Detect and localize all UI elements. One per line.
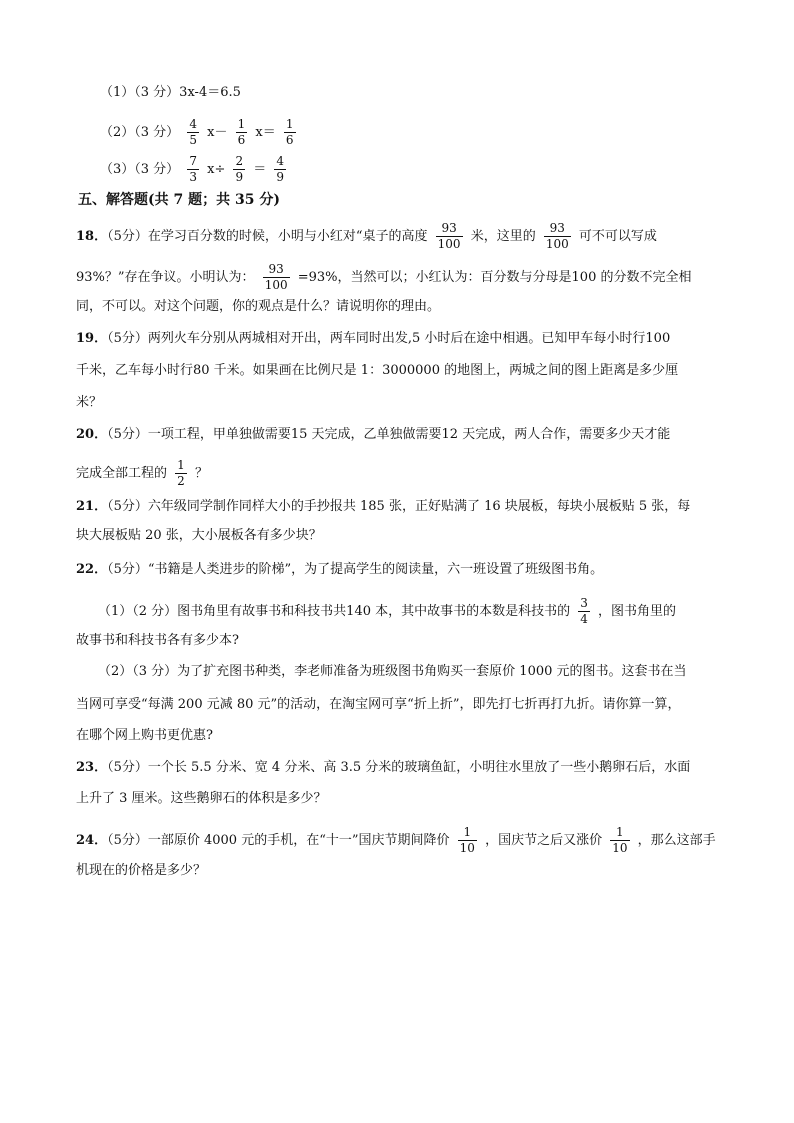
equation-text: （1）（3 分）3x-4＝6.5 [100, 85, 241, 100]
question-text: （5分）“书籍是人类进步的阶梯”，为了提高学生的阅读量，六一班设置了班级图书角。 [107, 562, 604, 577]
question-22-part-1-line-1 [98, 596, 676, 627]
question-24-line-2: 机现在的价格是多少？ [76, 863, 207, 878]
question-22-part-2-line-1: （2）（3 分）为了扩充图书种类，李老师准备为班级图书角购买一套原价 1000 元的图书。这套书在当 [98, 664, 687, 679]
question-number: 23． [76, 760, 108, 775]
question-20-line-1 [76, 425, 670, 445]
question-text: （5分）一个长 5.5 分米、宽 4 分米、高 3.5 分米的玻璃鱼缸，小明往水里放了一些小鹅卵石后，水面 [107, 760, 691, 775]
equation-item-3 [100, 154, 290, 185]
question-text: （5分）在学习百分数的时候，小明与小红对“桌子的高度 [107, 229, 428, 244]
fraction: $\frac{4}{9}$ [276, 154, 285, 184]
question-18-line-3: 同，不可以。对这个问题，你的观点是什么？请说明你的理由。 [76, 299, 441, 314]
question-text: 完成全部工程的 [76, 466, 168, 481]
question-18-line-1 [76, 221, 657, 252]
question-text: （5分）两列火车分别从两城相对开出，两车同时出发,5 小时后在途中相遇。已知甲车每小时行100 [107, 331, 671, 346]
operator-text: ＝ [253, 162, 267, 177]
question-text: 可不可以写成 [578, 229, 657, 244]
question-22-line-1 [76, 560, 603, 580]
question-19-line-1 [76, 329, 670, 349]
fraction: $\frac{2}{9}$ [235, 154, 244, 184]
question-23-line-1 [76, 758, 690, 778]
fraction: $\frac{1}{10}$ [459, 825, 475, 855]
question-24-line-1 [76, 825, 716, 856]
question-22-part-2-line-2: 当网可享受“每满 200 元减 80 元”的活动，在淘宝网可享“折上折”，即先打七折再打九折。请你算一算， [76, 697, 681, 712]
question-number: 22． [76, 562, 108, 577]
equation-item-2 [100, 117, 300, 148]
operator-text: x÷ [207, 162, 226, 177]
question-21-line-2: 块大展板贴 20 张，大小展板各有多少块？ [76, 528, 322, 543]
question-23-line-2: 上升了 3 厘米。这些鹅卵石的体积是多少？ [76, 791, 327, 806]
question-18-line-2 [76, 262, 691, 293]
fraction: $\frac{1}{2}$ [177, 458, 185, 488]
fraction: $\frac{93}{100}$ [545, 221, 569, 251]
question-number: 21． [76, 499, 108, 514]
fraction: $\frac{93}{100}$ [437, 221, 461, 251]
operator-text: x＝ [255, 125, 276, 140]
question-text: =93%，当然可以；小红认为：百分数与分母是100 的分数不完全相 [297, 270, 692, 285]
question-19-line-3: 米？ [76, 395, 103, 410]
question-text: ，国庆节之后又涨价 [485, 833, 603, 848]
fraction: $\frac{1}{10}$ [612, 825, 628, 855]
question-text: ，图书角里的 [598, 604, 677, 619]
question-text: （5分）六年级同学制作同样大小的手抄报共 185 张，正好贴满了 16 块展板，每块小展板贴 5 张，每 [107, 499, 691, 514]
question-number: 24． [76, 833, 108, 848]
fraction: $\frac{93}{100}$ [264, 262, 288, 292]
fraction: $\frac{1}{6}$ [285, 117, 294, 147]
question-21-line-1 [76, 497, 690, 517]
question-number: 20． [76, 427, 108, 442]
fraction: $\frac{1}{6}$ [237, 117, 246, 147]
question-text: （5分）一项工程，甲单独做需要15 天完成，乙单独做需要12 天完成，两人合作，需要多少天才能 [107, 427, 671, 442]
question-19-line-2: 千米，乙车每小时行80 千米。如果画在比例尺是 1：3000000 的地图上，两城之间的图上距离是多少厘 [76, 363, 679, 378]
question-number: 18． [76, 229, 108, 244]
question-text: （1）（2 分）图书角里有故事书和科技书共140 本，其中故事书的本数是科技书的 [98, 604, 571, 619]
item-prefix: （3）（3 分） [100, 162, 180, 177]
item-prefix: （2）（3 分） [100, 125, 180, 140]
question-text: ，那么这部手 [637, 833, 716, 848]
question-text: ？ [194, 466, 208, 481]
section-title: 五、解答题(共 7 题；共 35 分) [78, 192, 280, 208]
question-22-part-1-line-2: 故事书和科技书各有多少本? [76, 633, 239, 648]
operator-text: x－ [207, 125, 228, 140]
question-22-part-2-line-3: 在哪个网上购书更优惠? [76, 728, 213, 743]
fraction: $\frac{4}{5}$ [189, 117, 197, 147]
fraction: $\frac{3}{4}$ [580, 596, 588, 626]
fraction: $\frac{7}{3}$ [189, 154, 197, 184]
question-text: 米，这里的 [470, 229, 536, 244]
question-text: 93%？”存在争议。小明认为： [76, 270, 255, 285]
question-text: （5分）一部原价 4000 元的手机，在“十一”国庆节期间降价 [107, 833, 450, 848]
question-20-line-2 [76, 458, 208, 489]
question-number: 19． [76, 331, 108, 346]
equation-item-1 [100, 83, 241, 103]
